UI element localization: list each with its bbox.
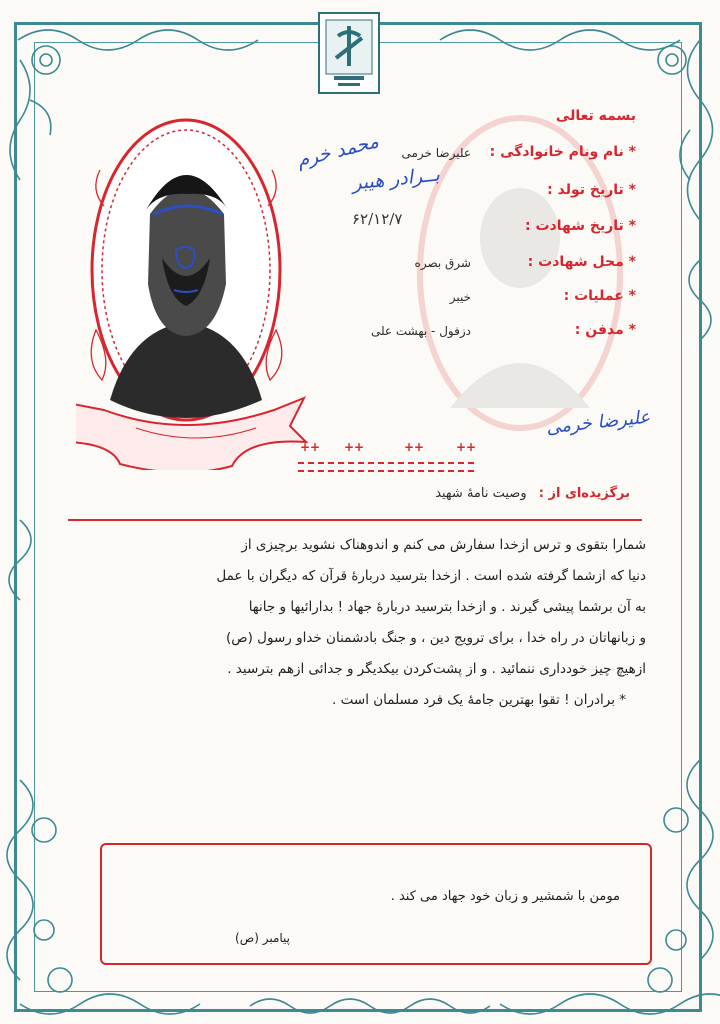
field-value-operation: خیبر: [449, 290, 471, 304]
separator-plus: ++: [404, 440, 425, 454]
field-label-place: * محل شهادت :: [527, 254, 636, 270]
field-row-burial: [256, 322, 636, 346]
field-row-operation: [256, 288, 636, 312]
will-line: * برادران ! تقوا بهترین جامهٔ یک فرد مسلمان است .: [332, 692, 626, 708]
field-value-burial: دزفول - بهشت علی: [370, 324, 471, 338]
field-label-operation: * عملیات :: [563, 288, 636, 304]
excerpt-heading: [435, 486, 630, 501]
field-row-place: [256, 254, 636, 278]
hadith-text: مومن با شمشیر و زبان خود جهاد می کند .: [390, 889, 620, 904]
will-line: شمارا بتقوی و ترس ازخدا سفارش می کنم و اندوهناک نشوید برچیزی از: [241, 537, 646, 553]
field-label-birth: * تاریخ تولد :: [547, 182, 636, 198]
field-row-martyrdom-date: [256, 218, 636, 242]
will-line: به آن برشما پیشی گیرند . و ازخدا بترسید دربارهٔ جهاد ! بدارائیها و جانها: [248, 599, 646, 615]
handwritten-signature: علیرضا خرمی: [545, 406, 652, 439]
field-label-martyrdom-date: * تاریخ شهادت :: [525, 218, 636, 234]
handwritten-martyrdom-date: ۶۲/۱۲/۷: [352, 210, 403, 228]
handwritten-name-note: محمد خرم: [294, 130, 381, 172]
irgc-emblem-icon: [318, 12, 380, 94]
separator-plus: ++: [300, 440, 321, 454]
excerpt-value: وصیت نامهٔ شهید: [435, 486, 527, 501]
field-row-birth: [256, 182, 636, 206]
field-value-name: علیرضا خرمی: [401, 146, 471, 160]
hadith-source: پیامبر (ص): [235, 931, 290, 945]
red-divider: [68, 519, 642, 521]
hadith-quote-box: [100, 843, 652, 965]
will-text-body: [72, 530, 646, 716]
field-label-burial: * مدفن :: [574, 322, 636, 338]
will-line: و زبانهاتان در راه خدا ، برای ترویج دین ، و جنگ بادشمنان خداو رسول (ص): [226, 630, 646, 646]
excerpt-label: برگزیده‌ای از :: [538, 486, 630, 501]
field-label-name: * نام ونام خانوادگی :: [489, 144, 636, 160]
separator-plus: ++: [456, 440, 477, 454]
basmala-heading: بسمه تعالی: [555, 108, 636, 124]
will-line: دنیا که ازشما گرفته شده است . ازخدا بترسید دربارهٔ قرآن که دیگران با عمل: [216, 568, 646, 584]
handwritten-birth-note: بــرادر هیبر: [351, 163, 441, 195]
separator-dashes: [298, 462, 474, 472]
field-value-place: شرق بصره: [414, 256, 471, 270]
separator-plus: ++: [344, 440, 365, 454]
will-line: ازهیچ چیز خودداری ننمائید . و از پشت‌کردن بیکدیگر و جدائی ازهم بترسید .: [227, 661, 646, 677]
